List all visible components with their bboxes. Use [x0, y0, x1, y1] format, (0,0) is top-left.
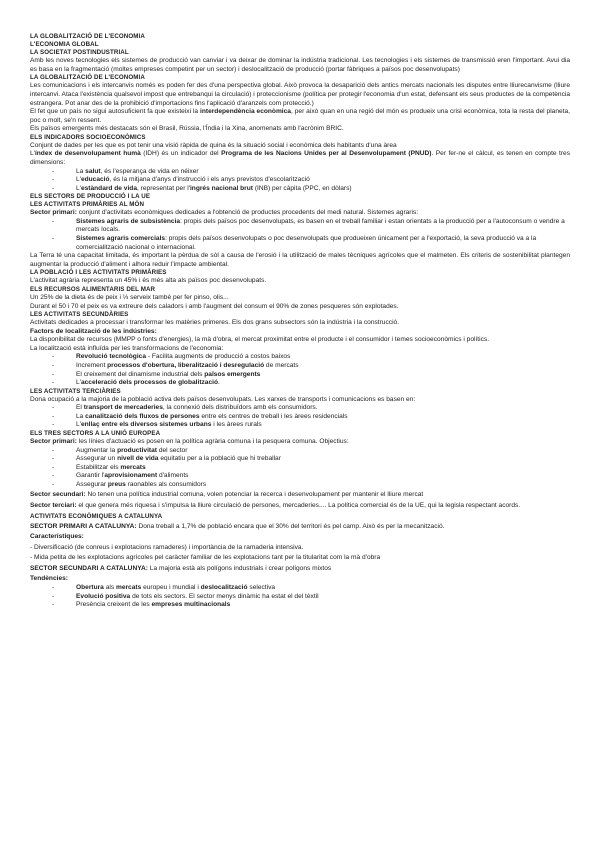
heading-globalitzacio-2: LA GLOBALITZACIÓ DE L'ECONOMIA: [30, 74, 145, 82]
list-tendencies: [30, 584, 570, 610]
list-item: - L'educació, és la mitjana d'anys d'instrucció i els anys previstos d'escolarització: [30, 176, 570, 185]
paragraph-caracteristica-1: - Diversificació (de conreus i explotacions ramaderes) i importància de la ramaderia intensiva.: [30, 543, 304, 551]
paragraph-factors: La disponibilitat de recursos (MMPP o fonts d'energies), la mà d'obra, el mercat proximitat entre el producte i el consumidor i temes socioeconòmics i polítics.: [30, 336, 490, 344]
paragraph-idh: L'índex de desenvolupament humà (IDH) és un indicador del Programa de les Nacions Unides per al Desenvolupament (PNUD). Per fer-ne el càlcul, es tenen en compte tres dimensions:: [30, 150, 571, 166]
heading-recursos-mar: ELS RECURSOS ALIMENTARIS DEL MAR: [30, 285, 156, 293]
heading-tres-sectors: ELS TRES SECTORS A LA UNIÓ EUROPEA: [30, 429, 161, 437]
paragraph-caracteristica-2: - Mida petita de les explotacions agrícoles pel caràcter familiar de les explotacions tant per la titularitat com la mà d'obra: [30, 554, 381, 562]
list-sistemes-agraris: [30, 218, 570, 252]
heading-poblacio: LA POBLACIÓ I LES ACTIVITATS PRIMÀRIES: [30, 269, 167, 277]
heading-caracteristiques: Característiques:: [30, 533, 84, 541]
heading-economia-global: L'ECONOMIA GLOBAL: [30, 41, 99, 49]
heading-societat-postindustrial: LA SOCIETAT POSTINDUSTRIAL: [30, 49, 129, 57]
paragraph-recursos-2: Durant el 50 i 70 el peix es va extreure dels caladors i amb l'augment del consum el 90% de zones pesqueres són explotades.: [30, 302, 399, 310]
list-transformacions: [30, 353, 570, 387]
paragraph-ue-primari: Sector primari: les línies d'actuació es posen en la política agrària comuna i la pesquera comuna. Objectius:: [30, 438, 349, 445]
paragraph-comunicacions: Les comunicacions i els intercanvis només es poden fer des d'una perspectiva global. Això provoca la desaparició dels antics mercats nacionals les disputes entre lliurecanvisme (lliure intercanvi. Ataca l'existència qualsevol impost que entrebanqui la circulació) i proteccionisme (política per protegir l'economia d'un estat, defensant els seus productes de la competència estrangera. Pot anar des de la prohibició d'importacions fins l'aplicació d'aranzels com protecció.): [30, 82, 570, 107]
list-dimensions: [30, 168, 570, 194]
list-item: - El transport de mercaderies, la connexió dels distribuïdors amb els consumidors.: [30, 404, 570, 413]
paragraph-ue-secundari: Sector secundari: No tenen una política industrial comuna, volen potenciar la recerca i desenvolupament per mantenir el lliure mercat: [30, 491, 424, 499]
paragraph-terciaries: Dona ocupació a la majoria de la població activa dels països desenvolupats. Les xarxes de transports i comunicacions es basen en:: [30, 395, 416, 403]
heading-secundaries: LES ACTIVITATS SECUNDÀRIES: [30, 311, 129, 319]
list-item: - La canalització dels fluxos de persones entre els centres de treball i les àrees residencials: [30, 413, 570, 422]
paragraph-sector-primari: Sector primari: conjunt d'activitats econòmiques dedicades a l'obtenció de productes procedents del medi natural. Sistemes agraris:: [30, 209, 419, 217]
list-item: - Sistemes agraris de subsistència: propis dels països poc desenvolupats, es basen en el treball familiar i estan orientats a la producció per a l'autoconsum o vendre a mercats locals.: [30, 218, 570, 235]
list-xarxes: [30, 404, 570, 430]
paragraph-ue-terciari: Sector terciari: el que genera més riquesa i s'impulsa la lliure circulació de persones, mercaderies.... La política comercial és de la UE, qui la legisla respectant acords.: [30, 501, 521, 509]
paragraph-indicadors: Conjunt de dades per les que es pot tenir una visió ràpida de quina és la situació social i econòmica dels habitants d'una àrea: [30, 141, 397, 149]
list-item: - Sistemes agraris comercials: propis dels països desenvolupats o poc desenvolupats que produeixen únicament per a l'exportació, la seva producció va a la comercialització nacional o internacional.: [30, 235, 570, 252]
document-page: [30, 33, 570, 610]
list-item: - Presència creixent de les empreses multinacionals: [30, 601, 570, 610]
paragraph-secundaries: Activitats dedicades a processar i transformar les matèries primeres. Els dos grans subsectors són la indústria i la construcció.: [30, 319, 400, 327]
list-item: - Assegurar un nivell de vida equitatiu per a la població que hi treballar: [30, 455, 570, 464]
heading-tendencies: Tendències:: [30, 575, 68, 583]
heading-factors: Factors de localització de les indústries:: [30, 327, 157, 335]
paragraph-recursos-1: Un 25% de la dieta és de peix i ⅓ serveix també per fer pinso, olis...: [30, 293, 229, 301]
heading-catalunya: ACTIVITATS ECONÒMIQUES A CATALUNYA: [30, 512, 163, 520]
paragraph-tecnologies: Amb les noves tecnologies els sistemes de producció van canviar i va deixar de dominar la indústria tradicional. Les tecnologies i els sistemes de transmissió eren l'important. Avui dia es basa en la fragmentació (moltes empreses competint per un sector) i deslocalització de producció (portar fàbriques a països poc desenvolupats): [30, 57, 570, 73]
paragraph-interdependencia: El fet que un país no sigui autosuficient fa que existeixi la interdependència econòmica, per això quan en una regió del món es produeix una crisi econòmica, tota la resta del planeta, poc o molt, se'n ressent.: [30, 108, 571, 124]
paragraph-cat-primari: SECTOR PRIMARI A CATALUNYA: Dona treball a 1,7% de població encara que el 30% del territori és pel camp. Això és per la mecanització.: [30, 522, 445, 530]
paragraph-cat-secundari: SECTOR SECUNDARI A CATALUNYA: La majoria està als polígons industrials i crear polígons mixtos: [30, 564, 332, 572]
list-item: - Increment processos d'obertura, liberalització i desregulació de mercats: [30, 362, 570, 371]
heading-primaries-mon: LES ACTIVITATS PRIMÀRIES AL MÓN: [30, 201, 145, 209]
heading-sectors-ue: ELS SECTORS DE PRODUCCIÓ I LA UE: [30, 193, 151, 201]
list-item: - Estabilitzar els mercats: [30, 464, 570, 473]
list-item: - L'acceleració dels processos de globalització.: [30, 379, 570, 388]
list-item: - Garantir l'aprovisionament d'aliments: [30, 472, 570, 481]
list-item: - Obertura als mercats europeu i mundial i deslocalització selectiva: [30, 584, 570, 593]
list-item: - Augmentar la productivitat del sector: [30, 447, 570, 456]
heading-globalitzacio: LA GLOBALITZACIÓ DE L'ECONOMIA: [30, 33, 145, 40]
list-item: - L'enllaç entre els diversos sistemes urbans i les àrees rurals: [30, 421, 570, 430]
list-objectius: [30, 447, 570, 490]
list-item: - Assegurar preus raonables als consumidors: [30, 481, 570, 490]
heading-terciaries: LES ACTIVITATS TERCIÀRIES: [30, 387, 121, 395]
list-item: - Evolució positiva de tots els sectors. El sector menys dinàmic ha estat el del tèxtil: [30, 593, 570, 602]
paragraph-poblacio: L'activitat agrària representa un 45% i és més alta als països poc desenvolupats.: [30, 277, 267, 285]
paragraph-localitzacio: La localització està influïda per les transformacions de l'economia:: [30, 344, 224, 352]
list-item: - Revolució tecnològica - Facilita augments de producció a costos baixos: [30, 353, 570, 362]
paragraph-emergents: Els països emergents més destacats són el Brasil, Rússia, l'Índia i la Xina, anomenats amb l'acrònim BRIC.: [30, 125, 344, 133]
list-item: - La salut, és l'esperança de vida en néixer: [30, 168, 570, 177]
paragraph-terra: La Terra té una capacitat limitada, és important la pèrdua de sòl a causa de l'erosió i la utilització de males tècniques agrícoles que el malmeten. Els criteris de sostenibilitat plantegen augmentar la producció d'aliment i alhora reduir l'impacte ambiental.: [30, 252, 570, 268]
heading-indicadors: ELS INDICADORS SOCIOECONÒMICS: [30, 133, 146, 141]
list-item: - El creixement del dinamisme industrial dels països emergents: [30, 371, 570, 380]
list-item: - L'estàndard de vida, representat per l'ingrés nacional brut (INB) per càpita (PPC, en dòlars): [30, 185, 570, 194]
